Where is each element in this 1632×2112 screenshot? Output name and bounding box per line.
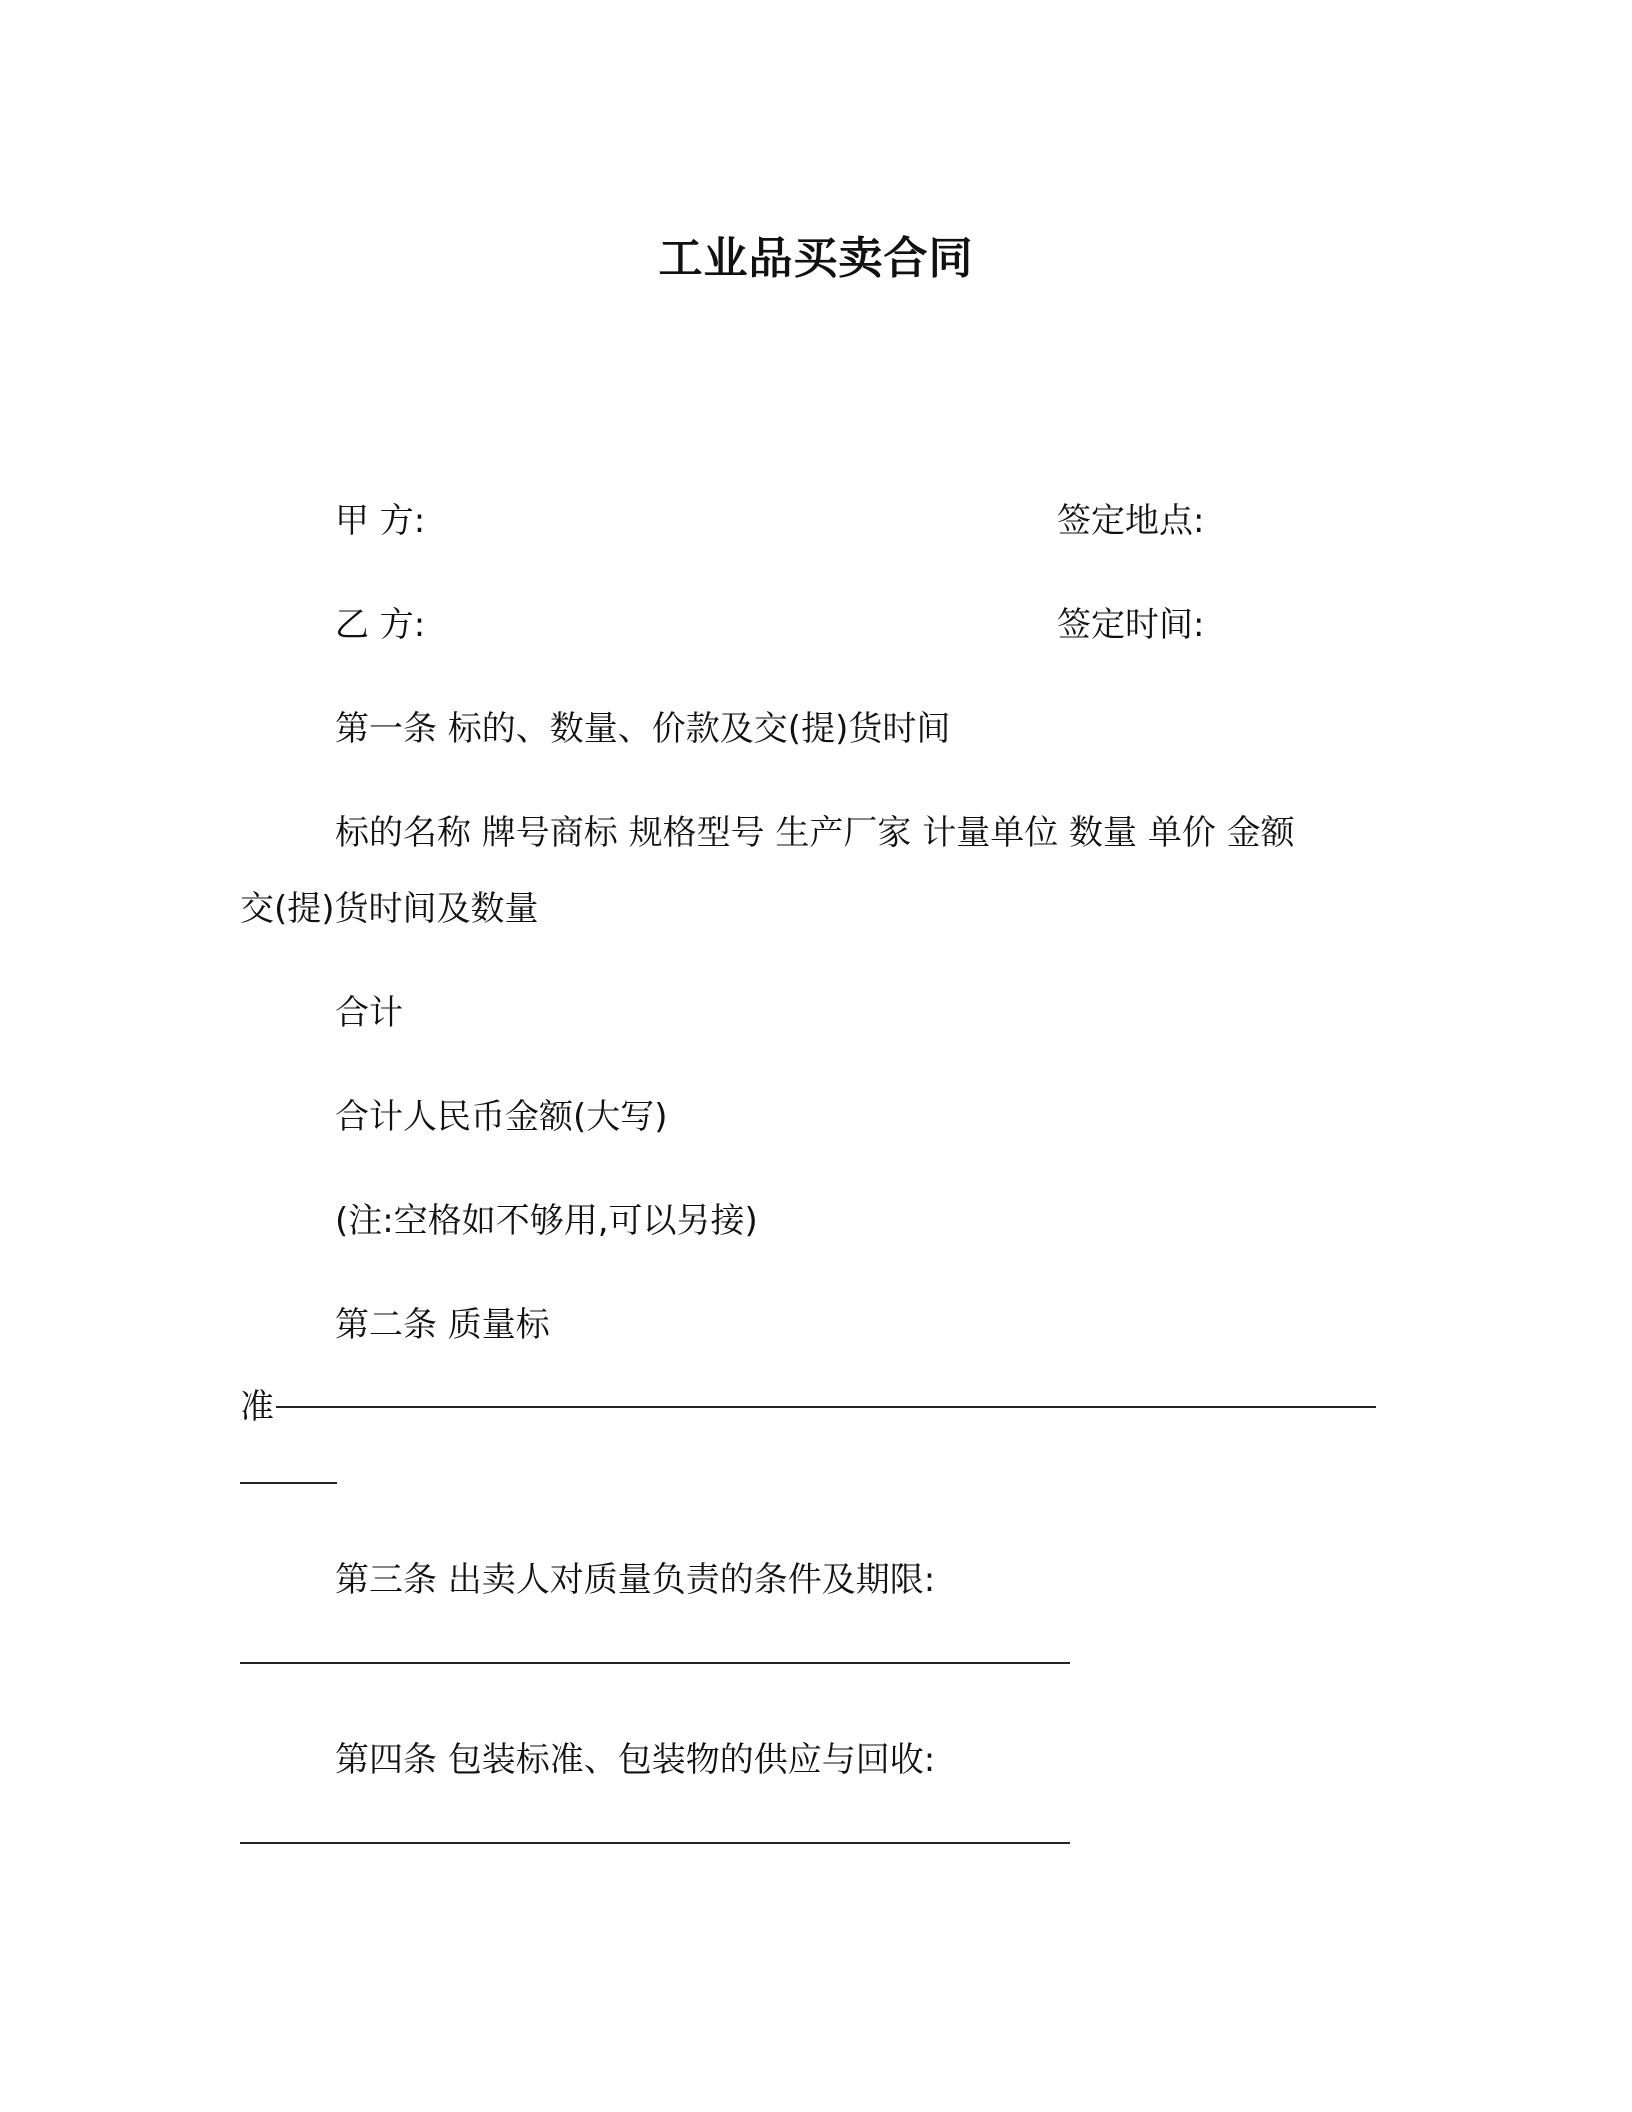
article-4-heading: 第四条 包装标准、包装物的供应与回收: — [335, 1740, 936, 1780]
article-2-fill-line-continued — [240, 1482, 337, 1484]
article-1-columns-continued: 交(提)货时间及数量 — [240, 889, 539, 929]
article-2-continuation: 准 — [240, 1387, 274, 1427]
sign-place-label: 签定地点: — [1057, 501, 1205, 541]
article-4-fill-line — [240, 1842, 1070, 1844]
article-2-fill-line — [276, 1406, 1376, 1408]
article-1-columns: 标的名称 牌号商标 规格型号 生产厂家 计量单位 数量 单价 金额 — [335, 813, 1295, 853]
total-label: 合计 — [335, 993, 403, 1033]
article-2-heading: 第二条 质量标 — [335, 1305, 550, 1345]
article-3-heading: 第三条 出卖人对质量负责的条件及期限: — [335, 1560, 936, 1600]
document-title: 工业品买卖合同 — [658, 233, 974, 284]
sign-time-label: 签定时间: — [1057, 605, 1205, 645]
party-a-label: 甲 方: — [335, 501, 426, 541]
note: (注:空格如不够用,可以另接) — [335, 1201, 758, 1241]
party-b-label: 乙 方: — [335, 605, 426, 645]
article-3-fill-line — [240, 1662, 1070, 1664]
article-1-heading: 第一条 标的、数量、价款及交(提)货时间 — [335, 709, 951, 749]
total-rmb-label: 合计人民币金额(大写) — [335, 1097, 668, 1137]
